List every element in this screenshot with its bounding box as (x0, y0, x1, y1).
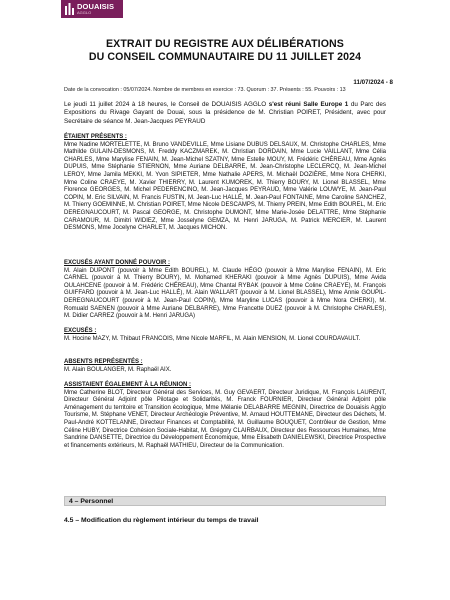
intro-text-end: du Parc des Expositions du Rivage Gayant de Douai, sous la présidence de M. Christian POIRET, Président, avec pour Secrétaire de séance M. Jean-Jacques PEYRAUD (64, 101, 387, 125)
intro-paragraph (64, 101, 386, 126)
attendees-section (64, 382, 386, 450)
document-reference: 11/07/2024 - 8 (353, 79, 393, 86)
present-section (64, 134, 386, 233)
excused-with-power-section (64, 260, 386, 321)
present-list: Mme Nadine MORTELETTE, M. Bruno VANDEVILLE, Mme Lisiane DUBUS DELSAUX, M. Christophe CHARLES, Mme Mathilde GULAIN-DESMONS, M. Freddy KACZMAREK, M. Christian DORDAIN, Mme Lucie VAILLANT, Mme Célia CHARLES, Mme Marylise FENAIN, M. Jean-Michel SZATNY, Mme Estelle MOUY, M. Frédéric CHÉREAU, Mme Agnès DUPUIS, Mme Stéphanie STIERNON, Mme Auriane DELBARRE, M. Jean-Christophe LECLERCQ, M. Jean-Michel LEROY, Mme Jamila MEKKI, M. Yvon SIPIETER, Mme Nathalie APERS, M. Michaël DOZIÈRE, Mme Nora CHERKI, Mme Coline CRAEYE, M. Xavier THIERRY, M. Laurent KUMOREK, M. Thierry BOURY, M. Lionel BLASSEL, Mme Florence GEORGES, M. Michel PEDERENCINO, M. Jean-Jacques PEYRAUD, Mme Valérie LOUWYE, M. Jean-Paul COPIN, M. Eric SILVAIN, M. Francis FUSTIN, M. Jean-Luc HALLÉ, M. Jean-Paul FONTAINE, Mme Caroline SANCHEZ, M. Thierry GOEMINNE, M. Christian POIRET, Mme Nicole DESCAMPS, M. Thierry PREIN, Mme Edith BOUREL, M. Eric DEREGNAUCOURT, M. Pascal GEORGE, M. Christophe DUMONT, Mme Marie-Josée DELATTRE, Mme Stéphanie CARAMOUR, M. Dimitri WIDIEZ, Mme Josselyne GEMZA, M. Henri JARUGA, M. Patrick MERCIER, M. Laurent DESMONS, Mme Jocelyne CHARLET, M. Jacques MICHON. (64, 141, 386, 232)
excused-heading: EXCUSÉS : (64, 328, 97, 334)
attendees-heading: ASSISTAIENT ÉGALEMENT À LA RÉUNION : (64, 382, 192, 388)
section-band-personnel: 4 – Personnel (64, 496, 386, 506)
absent-list: M. Alain BOULANGER, M. Raphaël AIX. (64, 366, 172, 373)
douaisis-agglo-logo (61, 0, 123, 18)
subsection-title: 4.5 – Modification du règlement intérieur du temps de travail (64, 517, 259, 524)
logo-mark-icon (65, 3, 74, 15)
excused-with-power-list: M. Alain DUPONT (pouvoir à Mme Edith BOUREL), M. Claude HÉGO (pouvoir à Mme Marylise FENAIN), M. Eric CARNEL (pouvoir à M. Thierry BOURY), M. Mohamed KHERAKI (pouvoir à Mme Agnès DUPUIS), Mme Avida OULAHCENE (pouvoir à M. Frédéric CHÉREAU), Mme Chantal RYBAK (pouvoir à Mme Coline CRAEYE), M. François GUIFFARD (pouvoir à M. Jean-Luc HALLÉ), M. Alain WALLART (pouvoir à M. Lionel BLASSEL), Mme Annie GOUPIL-DEREGNAUCOURT (pouvoir à M. Jean-Paul COPIN), Mme Maryline LUCAS (pouvoir à Mme Nora CHERKI), M. Romuald SAENEN (pouvoir à Mme Auriane DELBARRE), Mme Francette DUEZ (pouvoir à M. Christophe CHARLES), M. Didier CARREZ (pouvoir à M. Henri JARUGA) (64, 267, 386, 320)
excused-section (64, 328, 386, 343)
excused-with-power-heading: EXCUSÉS AYANT DONNÉ POUVOIR : (64, 260, 171, 266)
present-heading: ÉTAIENT PRÉSENTS : (64, 134, 127, 140)
intro-text-bold: s'est réuni Salle Europe 1 (268, 101, 349, 108)
attendees-list: Mme Catherine BLOT, Directeur Général des Services, M. Guy GEVAERT, Directeur Juridique, M. François LAURENT, Directeur Général Adjoint pôle Pilotage et Solidarités, M. Franck FOURNIER, Directeur Général Adjoint pôle Aménagement du territoire et Transition écologique, Mme Mélanie DELABARRE MEGNIN, Directrice de Douaisis Agglo Tourisme, M. Stéphane VENET, Directeur Archéologie Préventive, M. Arnaud HOUTTEMANE, Directeur des Déchets, M. Paul-André KOTTELANNE, Directeur Finances et Comptabilité, M. Guillaume BOUQUET, Contrôleur de Gestion, Mme Céline HUBY, Directrice Cohésion Sociale-Habitat, M. Grégory CLAIRBAUX, Directeur des Ressources Humaines, Mme Sandrine DANSETTE, Directrice du Développement Économique, Mme Elisabeth DANIELEWSKI, Directrice Prospective et financements extérieurs, M. Raphaël MATHIEU, Directeur de la Communication. (64, 389, 386, 449)
document-title-line2: DU CONSEIL COMMUNAUTAIRE DU 11 JUILLET 2024 (88, 51, 362, 63)
absent-section (64, 359, 386, 374)
convocation-info: Date de la convocation : 05/07/2024. Nombre de membres en exercice : 73. Quorum : 37. Présents : 55. Pouvoirs : 13 (64, 87, 346, 93)
logo-name: DOUAISIS (77, 1, 115, 11)
logo-subtitle: AGGLO (77, 10, 92, 16)
document-title-line1: EXTRAIT DU REGISTRE AUX DÉLIBÉRATIONS (106, 38, 344, 50)
intro-text-start: Le jeudi 11 juillet 2024 à 18 heures, le Conseil de DOUAISIS AGGLO (64, 101, 269, 108)
absent-heading: ABSENTS REPRÉSENTÉS : (64, 359, 143, 365)
excused-list: M. Hocine MAZY, M. Thibaut FRANCOIS, Mme Nicole MARFIL, M. Alain MENSION, M. Lionel COURDAVAULT. (64, 335, 361, 342)
